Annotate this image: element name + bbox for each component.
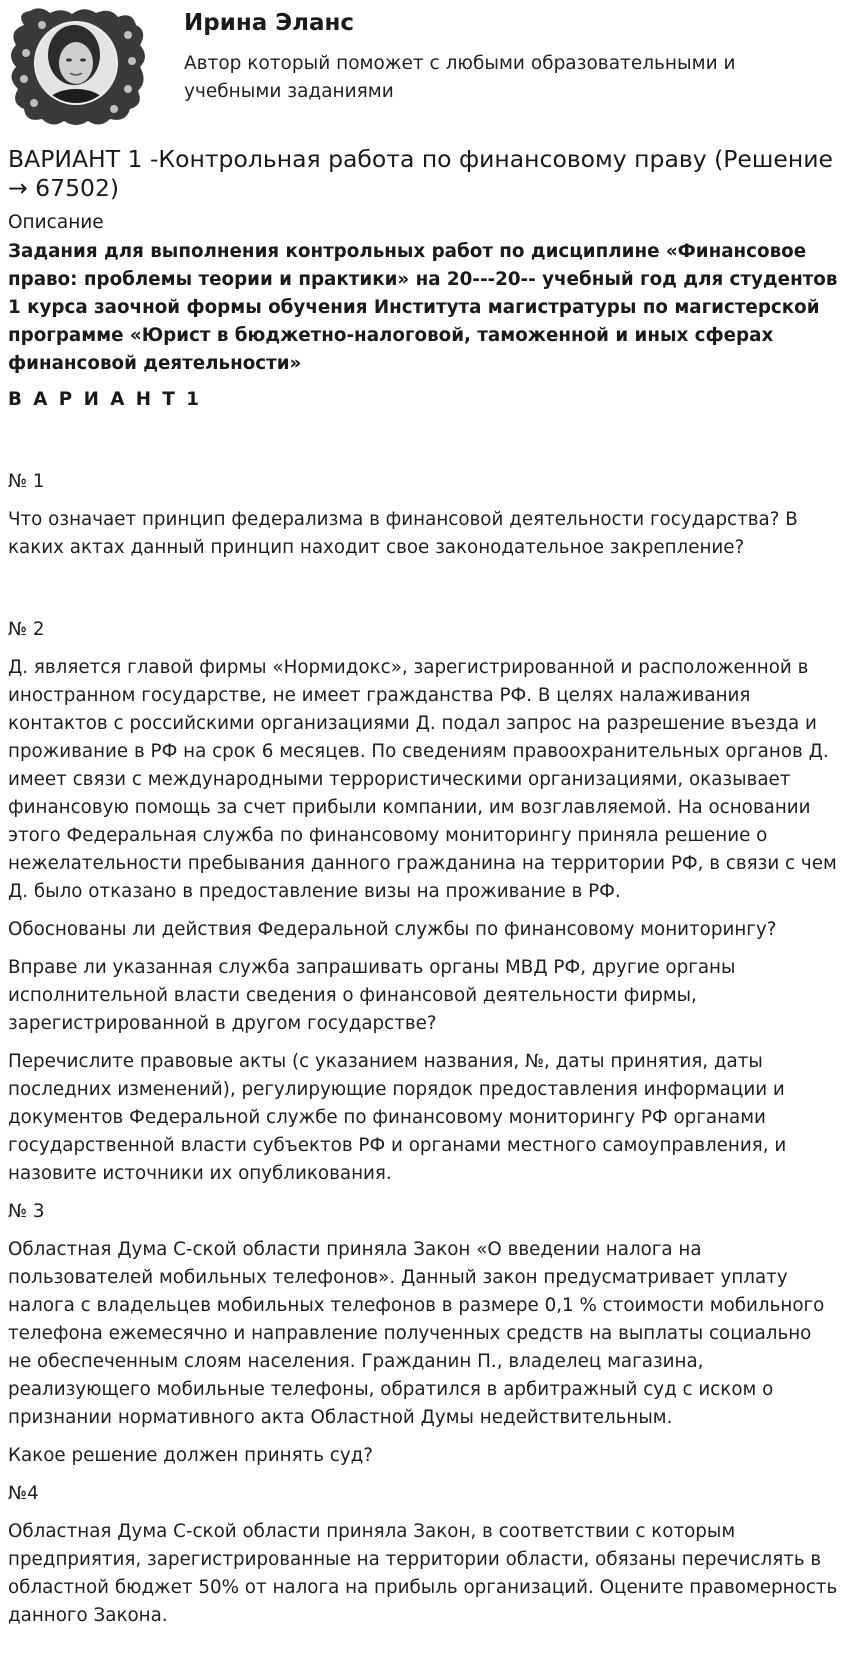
avatar[interactable]: [6, 5, 152, 129]
task-2-text: Д. является главой фирмы «Нормидокс», зарегистрированной и расположенной в иностранном государстве, не имеет гражданства РФ. В целях налаживания контактов с российскими организациями Д. подал запрос на разрешение въезда и проживание в РФ на срок 6 месяцев. По сведениям правоохранительных органов Д. имеет связи с международными террористическими организациями, оказывает финансовую помощь за счет прибыли компании, им возглавляемой. На основании этого Федеральная служба по финансовому мониторингу приняла решение о нежелательности пребывания данного гражданина на территории РФ, в связи с чем Д. было отказано в предоставление визы на проживание в РФ.: [8, 657, 837, 902]
task-4-text: Областная Дума С-ской области приняла Закон, в соответствии с которым предприятия, зарегистрированные на территории области, обязаны перечислять в областной бюджет 50% от налога на прибыль организаций. Оцените правомерность данного Закона.: [8, 1521, 838, 1626]
task-1-number: № 1: [8, 471, 45, 492]
description-label: Описание: [8, 212, 104, 233]
task-2-question-3: Перечислите правовые акты (с указанием названия, №, даты принятия, даты последних изменений), регулирующие порядок предоставления информации и документов Федеральной службе по финансовому мониторингу РФ органами государственной власти субъектов РФ и органами местного самоуправления, и назовите источники их опубликования.: [8, 1051, 787, 1184]
author-name[interactable]: Ирина Эланс: [184, 10, 355, 36]
intro-text: Задания для выполнения контрольных работ по дисциплине «Финансовое право: проблемы теории и практики» на 20---20-- учебный год для студентов 1 курса заочной формы обучения Института магистратуры по магистерской программе «Юрист в бюджетно-налоговой, таможенной и иных сферах финансовой деятельности»: [8, 241, 838, 374]
task-3-number: № 3: [8, 1201, 45, 1222]
task-2-question-2: Вправе ли указанная служба запрашивать органы МВД РФ, другие органы исполнительной власти сведения о финансовой деятельности фирмы, зарегистрированной в другом государстве?: [8, 957, 736, 1034]
avatar-photo-icon: [6, 5, 152, 129]
author-description: Автор который поможет с любыми образовательными и учебными заданиями: [184, 53, 736, 102]
task-4-number: №4: [8, 1483, 39, 1504]
task-2-number: № 2: [8, 619, 45, 640]
task-1-text: Что означает принцип федерализма в финансовой деятельности государства? В каких актах данный принцип находит свое законодательное закрепление?: [8, 509, 798, 558]
document-content: [8, 145, 840, 1630]
task-3-question: Какое решение должен принять суд?: [8, 1445, 374, 1466]
page-title: ВАРИАНТ 1 -Контрольная работа по финансовому праву (Решение → 67502): [8, 145, 833, 202]
variant-heading: В А Р И А Н Т 1: [8, 389, 202, 410]
task-2-question-1: Обоснованы ли действия Федеральной службы по финансовому мониторингу?: [8, 919, 777, 940]
author-header: [0, 0, 847, 130]
task-3-text: Областная Дума С-ской области приняла Закон «О введении налога на пользователей мобильных телефонов». Данный закон предусматривает уплату налога с владельцев мобильных телефонов в размере 0,1 % стоимости мобильного телефона ежемесячно и направление полученных средств на выплаты социально не обеспеченным слоям населения. Гражданин П., владелец магазина, реализующего мобильные телефоны, обратился в арбитражный суд с иском о признании нормативного акта Областной Думы недействительным.: [8, 1239, 825, 1428]
